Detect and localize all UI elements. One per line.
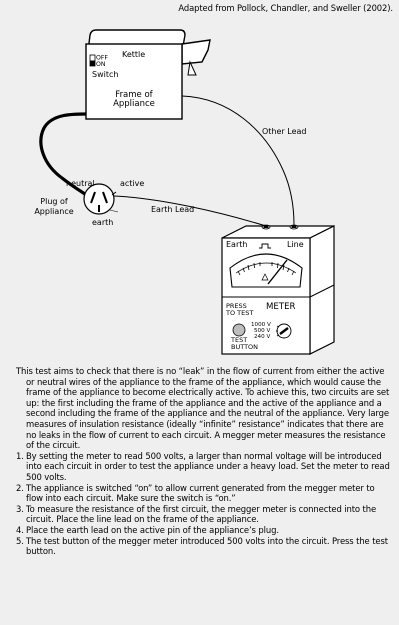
switch-off-label: OFF — [96, 54, 108, 62]
meter-earth-label: Earth — [226, 240, 248, 249]
meter-title: METER — [266, 302, 296, 312]
test-button[interactable] — [233, 324, 245, 336]
step-number: 2. — [16, 482, 24, 493]
step-number: 3. — [16, 503, 24, 514]
active-label: active — [120, 179, 145, 188]
appliance-plug — [84, 184, 114, 214]
instructions-text — [16, 366, 390, 557]
step-number: 5. — [16, 535, 24, 546]
step-text: To measure the resistance of the first circuit, the megger meter is connected into the circuit. Place the line lead on the frame of the appliance. — [26, 503, 377, 525]
earth-pin-label: earth — [92, 218, 114, 227]
intro-paragraph: This test aims to check that there is no “leak” in the flow of current from either the active or neutral wires of the appliance to the frame of the appliance, which would cause the frame of the appliance to become electrically active. To achieve this, two circuits are set up: the first including the frame of the appliance and the active of the appliance and a second including the frame of the appliance and the neutral of the appliance. Very large measures of insulation resistance (ideally “infinite” resistance” indicates that there are no leaks in the flow of current to each circuit. A megger meter measures the resistance of the circuit. — [16, 366, 390, 451]
frame-label-line2: Appliance — [113, 99, 155, 109]
kettle-label: Kettle — [122, 50, 146, 59]
plug-label-line2: Appliance — [34, 207, 74, 216]
test-button-label-line2: BUTTON — [231, 343, 259, 351]
step-text: The test button of the megger meter introduced 500 volts into the circuit. Press the test button. — [26, 535, 388, 557]
other-lead — [182, 96, 294, 225]
press-label-line1: PRESS — [226, 302, 247, 310]
frame-label-line1: Frame of — [115, 90, 153, 100]
step-number: 4. — [16, 524, 24, 535]
appliance-switch[interactable] — [90, 55, 95, 66]
earth-lead-label: Earth Lead — [151, 205, 195, 214]
step-text: By setting the meter to read 500 volts, a larger than normal voltage will be introduced into each circuit in order to test the appliance under a heavy load. Set the meter to read 500 volts. — [26, 450, 390, 482]
step-item — [16, 504, 390, 525]
step-item — [16, 451, 390, 483]
earth-terminal — [262, 225, 270, 229]
steps-list — [16, 451, 390, 557]
step-item — [16, 483, 390, 504]
step-text: Place the earth lead on the active pin of the appliance’s plug. — [26, 524, 279, 535]
line-terminal — [290, 225, 298, 229]
step-item — [16, 536, 390, 557]
voltage-500-label: 500 V — [254, 328, 271, 334]
switch-on-label: ON — [96, 61, 106, 68]
source-credit: Adapted from Pollock, Chandler, and Sweller (2002). — [178, 3, 393, 13]
voltage-1000-label: 1000 V — [251, 322, 271, 328]
press-label-line2: TO TEST — [226, 309, 254, 317]
plug-label-line1: Plug of — [40, 197, 68, 206]
voltage-240-label: 240 V — [254, 334, 271, 340]
meter-line-label: Line — [287, 240, 304, 249]
step-item — [16, 525, 390, 536]
test-button-label-line1: TEST — [231, 336, 248, 344]
step-text: The appliance is switched “on” to allow current generated from the megger meter to flow into each circuit. Make sure the switch is “on.” — [26, 482, 375, 504]
switch-label: Switch — [92, 70, 119, 79]
step-number: 1. — [16, 450, 24, 461]
other-lead-label: Other Lead — [262, 127, 307, 136]
neutral-label: neutral — [66, 179, 95, 188]
